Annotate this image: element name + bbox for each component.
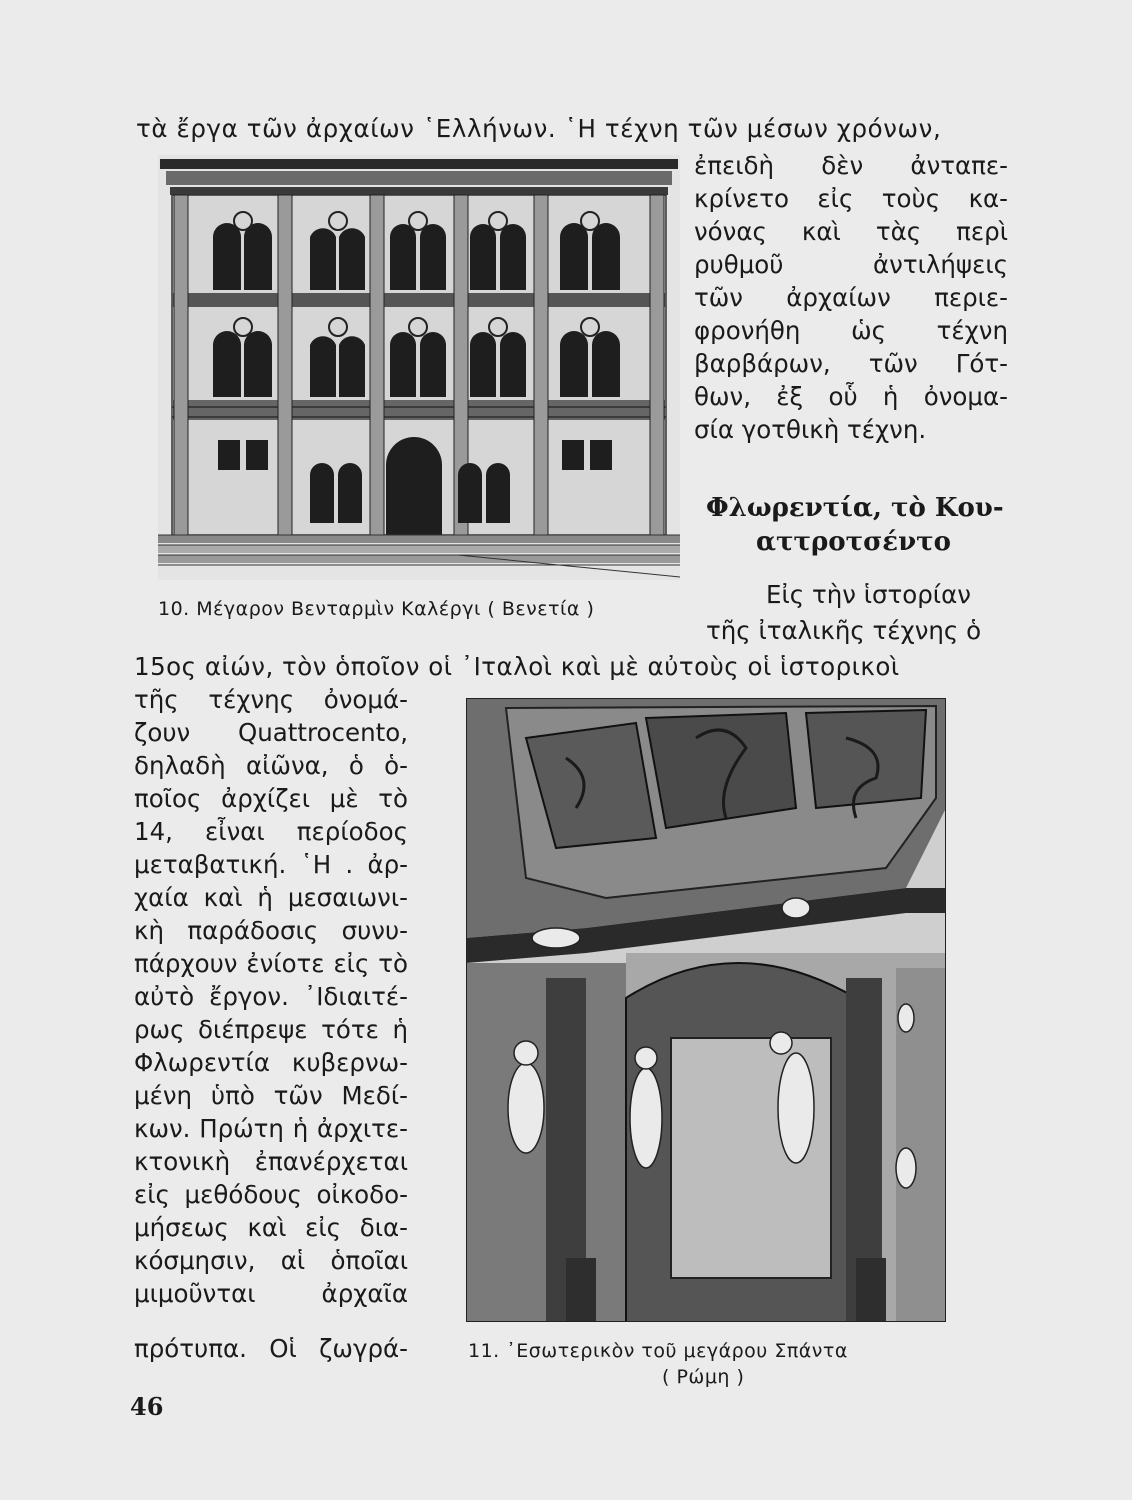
right-column-line: θων, ἐξ οὗ ἡ ὀνομα- xyxy=(694,382,1008,411)
left-column-line: κτονικὴ ἐπανέρχεται xyxy=(134,1147,408,1176)
section-line: τῆς ἰταλικῆς τέχνης ὁ xyxy=(706,616,982,645)
left-column-line: Φλωρεντία κυβερνω- xyxy=(134,1048,408,1077)
figure-11-caption-line2: ( Ρώμη ) xyxy=(662,1366,745,1388)
left-column-line: μένη ὑπὸ τῶν Μεδί- xyxy=(134,1081,408,1110)
left-column-line: δηλαδὴ αἰῶνα, ὁ ὁ- xyxy=(134,751,408,780)
left-column-line: πάρχουν ἐνίοτε εἰς τὸ xyxy=(134,949,408,978)
section-line: Εἰς τὴν ἱστορίαν xyxy=(766,580,971,609)
palazzo-interior-illustration xyxy=(466,698,946,1322)
palazzo-facade-illustration xyxy=(158,155,680,580)
figure-11-caption-line1: 11. ᾿Εσωτερικὸν τοῦ μεγάρου Σπάντα xyxy=(468,1340,848,1362)
right-column-line: ρυθμοῦ ἀντιλήψεις xyxy=(694,250,1008,279)
right-column-line: ἐπειδὴ δὲν ἀνταπε- xyxy=(694,151,1008,180)
left-column-line: μεταβατική. ῾Η . ἀρ- xyxy=(134,850,408,879)
figure-10-palazzo-facade xyxy=(158,155,680,580)
section-heading-line1: Φλωρεντία, τὸ Κου- xyxy=(706,493,1004,523)
page-number: 46 xyxy=(130,1392,164,1421)
left-column-line: 14, εἶναι περίοδος xyxy=(134,817,408,846)
left-column-line: μήσεως καὶ εἰς δια- xyxy=(134,1213,408,1242)
section-heading-line2: αττροτσέντο xyxy=(756,527,951,557)
right-column-line: σία γοτθικὴ τέχνη. xyxy=(694,415,927,444)
right-column-line: φρονήθη ὡς τέχνη xyxy=(694,316,1008,345)
right-column-line: τῶν ἀρχαίων περιε- xyxy=(694,283,1008,312)
left-column-line: αὐτὸ ἔργον. ᾿Ιδιαιτέ- xyxy=(134,982,408,1011)
left-column-line: κόσμησιν, αἱ ὁποῖαι xyxy=(134,1246,408,1275)
left-column-line: τῆς τέχνης ὀνομά- xyxy=(134,685,408,714)
left-column-line: ποῖος ἀρχίζει μὲ τὸ xyxy=(134,784,408,813)
left-column-line: ρως διέπρεψε τότε ἡ xyxy=(134,1015,408,1044)
left-column-line: ζουν Quattrocento, xyxy=(134,718,408,747)
left-column-line: κων. Πρώτη ἡ ἀρχιτε- xyxy=(134,1114,408,1143)
right-column-line: νόνας καὶ τὰς περὶ xyxy=(694,217,1008,246)
left-column-line: πρότυπα. Οἱ ζωγρά- xyxy=(134,1334,408,1363)
right-column-line: βαρβάρων, τῶν Γότ- xyxy=(694,349,1008,378)
left-column-line: κὴ παράδοσις συνυ- xyxy=(134,916,408,945)
top-text-line: τὰ ἔργα τῶν ἀρχαίων ῾Ελλήνων. ῾Η τέχνη τῶν μέσων χρόνων, xyxy=(136,114,942,143)
figure-11-palazzo-interior xyxy=(466,698,946,1322)
figure-10-caption: 10. Μέγαρον Βενταρμὶν Καλέργι ( Βενετία ) xyxy=(158,598,595,620)
right-column-line: κρίνετο εἰς τοὺς κα- xyxy=(694,184,1008,213)
left-column-line: εἰς μεθόδους οἰκοδο- xyxy=(134,1180,408,1209)
left-column-line: μιμοῦνται ἀρχαῖα xyxy=(134,1279,408,1308)
full-width-line: 15ος αἰών, τὸν ὁποῖον οἱ ᾿Ιταλοὶ καὶ μὲ αὐτοὺς οἱ ἱστορικοὶ xyxy=(134,652,900,681)
left-column-line: χαία καὶ ἡ μεσαιωνι- xyxy=(134,883,408,912)
